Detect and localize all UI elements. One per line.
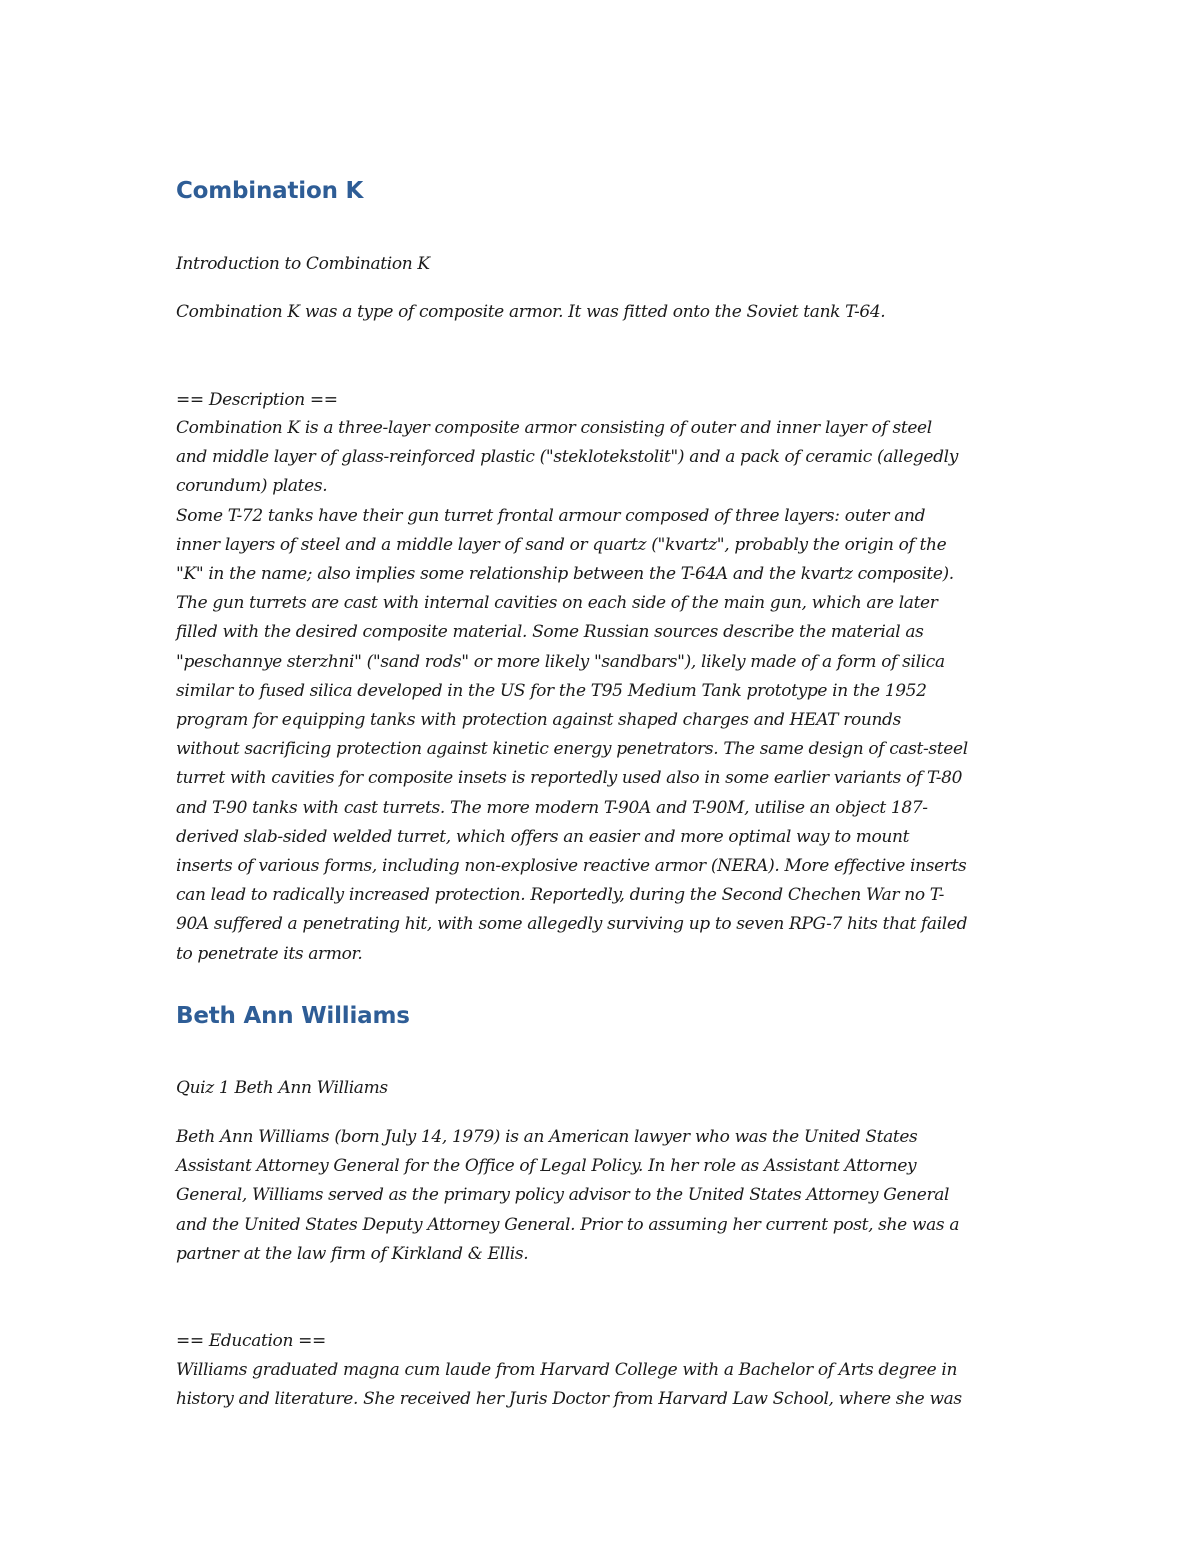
section-summary: Combination K was a type of composite armor. It was fitted onto the Soviet tank T-64. [176,302,886,322]
text-line: inserts of various forms, including non-explosive reactive armor (NERA). More effective inserts [176,856,967,877]
text-line: Combination K is a three-layer composite armor consisting of outer and inner layer of steel [176,418,932,438]
text-line: to penetrate its armor. [176,943,363,964]
text-line: turret with cavities for composite insets is reportedly used also in some earlier variants of T-80 [176,768,963,789]
section-intro: Introduction to Combination K [176,254,430,274]
text-line: similar to fused silica developed in the US for the T95 Medium Tank prototype in the 1952 [176,680,927,701]
text-line: "peschannye sterzhni" ("sand rods" or more likely "sandbars"), likely made of a form of silica [176,651,945,672]
text-line: without sacrificing protection against kinetic energy penetrators. The same design of cast-steel [176,739,968,760]
text-line: General, Williams served as the primary policy advisor to the United States Attorney General [176,1185,950,1206]
text-line: partner at the law firm of Kirkland & Ellis. [176,1243,529,1264]
text-line: can lead to radically increased protection. Reportedly, during the Second Chechen War no T- [176,885,944,906]
education-marker: == Education == [176,1331,326,1351]
section-summary [176,1123,959,1269]
section-heading-combination-k: Combination K [176,178,364,204]
text-line: and the United States Deputy Attorney General. Prior to assuming her current post, she was a [176,1214,960,1235]
text-line: and middle layer of glass-reinforced plastic ("steklotekstolit") and a pack of ceramic (allegedly [176,447,959,468]
description-marker: == Description == [176,390,338,410]
section-intro: Quiz 1 Beth Ann Williams [176,1078,388,1098]
text-line: inner layers of steel and a middle layer of sand or quartz ("kvartz", probably the origin of the [176,534,947,555]
text-line: corundum) plates. [176,476,328,497]
description-body [176,414,968,969]
text-line: filled with the desired composite material. Some Russian sources describe the material as [176,622,924,643]
education-body [176,1356,962,1414]
text-line: and T-90 tanks with cast turrets. The more modern T-90A and T-90M, utilise an object 187- [176,797,928,818]
text-line: Assistant Attorney General for the Office of Legal Policy. In her role as Assistant Attorney [176,1156,917,1177]
text-line: derived slab-sided welded turret, which offers an easier and more optimal way to mount [176,826,910,847]
text-line: Williams graduated magna cum laude from Harvard College with a Bachelor of Arts degree in [176,1360,958,1380]
section-heading-beth-ann-williams: Beth Ann Williams [176,1003,410,1029]
text-line: Some T-72 tanks have their gun turret frontal armour composed of three layers: outer and [176,505,926,526]
text-line: 90A suffered a penetrating hit, with some allegedly surviving up to seven RPG-7 hits that failed [176,914,968,935]
text-line: The gun turrets are cast with internal cavities on each side of the main gun, which are later [176,593,938,614]
text-line: history and literature. She received her Juris Doctor from Harvard Law School, where she was [176,1389,962,1410]
text-line: "K" in the name; also implies some relationship between the T-64A and the kvartz composite). [176,564,954,585]
text-line: Beth Ann Williams (born July 14, 1979) is an American lawyer who was the United States [176,1127,918,1147]
text-line: program for equipping tanks with protection against shaped charges and HEAT rounds [176,710,901,731]
